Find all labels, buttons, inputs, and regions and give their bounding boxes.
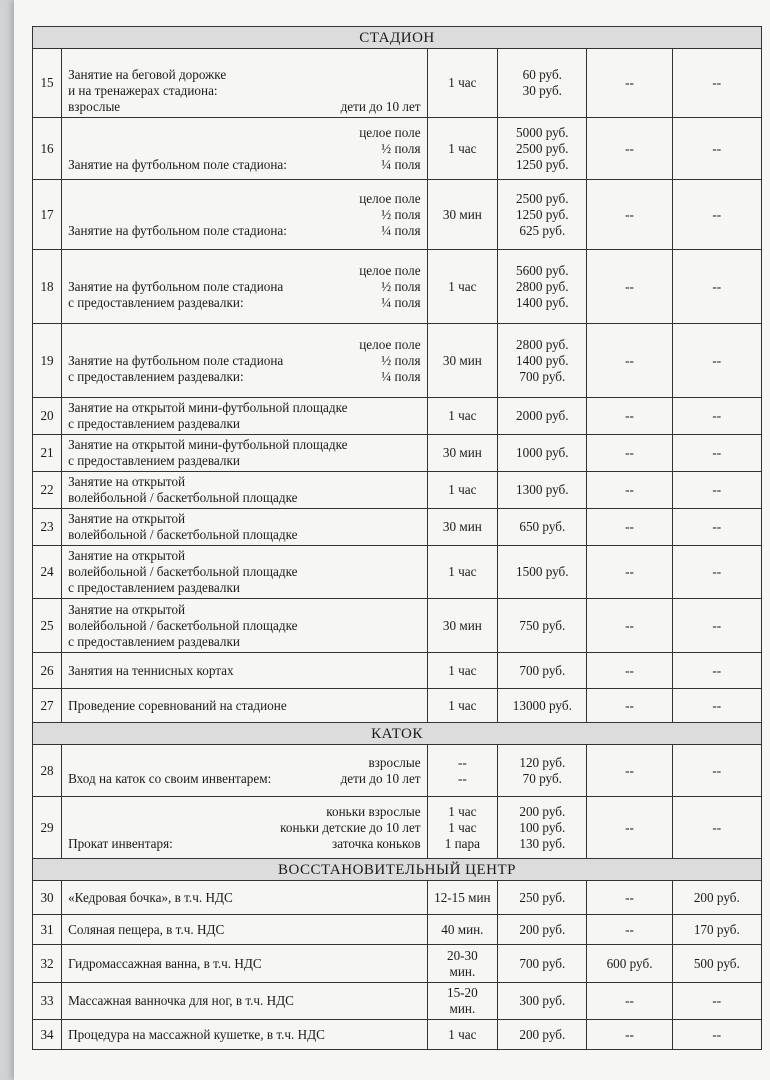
service-name: Занятие на футбольном поле стадиона с предоставлением раздевалки: xyxy=(68,278,284,310)
duration-cell: 12-15 мин xyxy=(427,881,498,915)
service-description xyxy=(62,49,428,118)
service-description xyxy=(62,945,428,983)
service-description xyxy=(62,745,428,797)
row-number: 34 xyxy=(33,1020,62,1050)
row-number: 27 xyxy=(33,689,62,723)
discount-price-cell: -- xyxy=(587,653,672,689)
benefit-price-cell: -- xyxy=(672,797,761,859)
service-variants: дети до 10 лет xyxy=(340,99,421,114)
duration-cell: 15-20 мин. xyxy=(427,983,498,1020)
duration-cell: 1 час 1 час 1 пара xyxy=(427,797,498,859)
table-row xyxy=(33,49,762,118)
duration-cell: 30 мин xyxy=(427,509,498,546)
price-cell: 700 руб. xyxy=(498,945,587,983)
row-number: 16 xyxy=(33,118,62,180)
row-number: 15 xyxy=(33,49,62,118)
benefit-price-cell: -- xyxy=(672,546,761,599)
service-name: Занятие на открытой волейбольной / баскетбольной площадке xyxy=(68,511,298,542)
price-cell: 2500 руб. 1250 руб. 625 руб. xyxy=(498,180,587,250)
duration-cell: 30 мин xyxy=(427,435,498,472)
price-cell: 200 руб. xyxy=(498,1020,587,1050)
table-row xyxy=(33,599,762,653)
table-row xyxy=(33,689,762,723)
service-name: «Кедровая бочка», в т.ч. НДС xyxy=(68,889,233,905)
benefit-price-cell: -- xyxy=(672,653,761,689)
table-row xyxy=(33,797,762,859)
row-number: 23 xyxy=(33,509,62,546)
service-name: Занятие на футбольном поле стадиона: xyxy=(68,156,287,172)
section-title: ВОССТАНОВИТЕЛЬНЫЙ ЦЕНТР xyxy=(33,859,762,881)
service-description xyxy=(62,250,428,324)
benefit-price-cell: 500 руб. xyxy=(672,945,761,983)
price-cell: 2000 руб. xyxy=(498,398,587,435)
service-description xyxy=(62,509,428,546)
service-name: Занятие на открытой волейбольной / баскетбольной площадке с предоставлением раздевалки xyxy=(68,548,298,595)
service-description xyxy=(62,653,428,689)
document-page xyxy=(14,0,770,1080)
duration-cell: 20-30 мин. xyxy=(427,945,498,983)
duration-cell: 1 час xyxy=(427,49,498,118)
benefit-price-cell: -- xyxy=(672,435,761,472)
row-number: 26 xyxy=(33,653,62,689)
benefit-price-cell: -- xyxy=(672,689,761,723)
duration-cell: -- -- xyxy=(427,745,498,797)
row-number: 31 xyxy=(33,915,62,945)
service-description xyxy=(62,1020,428,1050)
service-name: Занятие на беговой дорожке и на тренажерах стадиона: взрослые xyxy=(68,67,227,114)
service-description xyxy=(62,398,428,435)
service-description xyxy=(62,881,428,915)
row-number: 18 xyxy=(33,250,62,324)
duration-cell: 1 час xyxy=(427,653,498,689)
service-description xyxy=(62,546,428,599)
service-variants: коньки взрослые коньки детские до 10 лет заточка коньков xyxy=(280,803,421,851)
price-cell: 1500 руб. xyxy=(498,546,587,599)
service-name: Занятие на открытой мини-футбольной площадке с предоставлением раздевалки xyxy=(68,400,348,431)
service-name: Гидромассажная ванна, в т.ч. НДС xyxy=(68,955,262,971)
price-cell: 650 руб. xyxy=(498,509,587,546)
duration-cell: 1 час xyxy=(427,250,498,324)
price-table xyxy=(32,26,762,1050)
service-name: Прокат инвентаря: xyxy=(68,835,173,851)
service-name: Занятие на открытой волейбольной / баскетбольной площадке с предоставлением раздевалки xyxy=(68,601,298,649)
service-description xyxy=(62,915,428,945)
table-row xyxy=(33,915,762,945)
benefit-price-cell: -- xyxy=(672,983,761,1020)
benefit-price-cell: -- xyxy=(672,745,761,797)
discount-price-cell: -- xyxy=(587,881,672,915)
discount-price-cell: -- xyxy=(587,745,672,797)
service-name: Вход на каток со своим инвентарем: xyxy=(68,770,272,786)
row-number: 17 xyxy=(33,180,62,250)
duration-cell: 30 мин xyxy=(427,324,498,398)
price-cell: 200 руб. 100 руб. 130 руб. xyxy=(498,797,587,859)
service-variants: целое поле ½ поля ¼ поля xyxy=(359,262,421,310)
row-number: 22 xyxy=(33,472,62,509)
price-cell: 700 руб. xyxy=(498,653,587,689)
discount-price-cell: -- xyxy=(587,398,672,435)
service-description xyxy=(62,324,428,398)
benefit-price-cell: -- xyxy=(672,49,761,118)
price-cell: 5600 руб. 2800 руб. 1400 руб. xyxy=(498,250,587,324)
table-row xyxy=(33,472,762,509)
price-cell: 13000 руб. xyxy=(498,689,587,723)
price-cell: 750 руб. xyxy=(498,599,587,653)
service-variants: целое поле ½ поля ¼ поля xyxy=(359,336,421,384)
discount-price-cell: -- xyxy=(587,180,672,250)
service-description xyxy=(62,983,428,1020)
benefit-price-cell: -- xyxy=(672,599,761,653)
table-row xyxy=(33,398,762,435)
service-name: Занятия на теннисных кортах xyxy=(68,662,234,678)
row-number: 25 xyxy=(33,599,62,653)
price-cell: 2800 руб. 1400 руб. 700 руб. xyxy=(498,324,587,398)
discount-price-cell: -- xyxy=(587,49,672,118)
table-row xyxy=(33,983,762,1020)
row-number: 19 xyxy=(33,324,62,398)
service-variants: взрослые дети до 10 лет xyxy=(340,754,421,786)
table-row xyxy=(33,509,762,546)
row-number: 28 xyxy=(33,745,62,797)
discount-price-cell: -- xyxy=(587,509,672,546)
duration-cell: 30 мин xyxy=(427,180,498,250)
service-description xyxy=(62,180,428,250)
service-description xyxy=(62,689,428,723)
benefit-price-cell: -- xyxy=(672,1020,761,1050)
row-number: 30 xyxy=(33,881,62,915)
duration-cell: 40 мин. xyxy=(427,915,498,945)
price-cell: 60 руб. 30 руб. xyxy=(498,49,587,118)
duration-cell: 1 час xyxy=(427,398,498,435)
duration-cell: 1 час xyxy=(427,1020,498,1050)
table-row xyxy=(33,118,762,180)
duration-cell: 1 час xyxy=(427,546,498,599)
service-name: Процедура на массажной кушетке, в т.ч. НДС xyxy=(68,1026,325,1042)
section-header xyxy=(33,859,762,881)
price-cell: 5000 руб. 2500 руб. 1250 руб. xyxy=(498,118,587,180)
discount-price-cell: -- xyxy=(587,983,672,1020)
discount-price-cell: -- xyxy=(587,1020,672,1050)
price-cell: 1300 руб. xyxy=(498,472,587,509)
table-row xyxy=(33,745,762,797)
duration-cell: 1 час xyxy=(427,472,498,509)
discount-price-cell: -- xyxy=(587,797,672,859)
discount-price-cell: -- xyxy=(587,324,672,398)
service-variants: целое поле ½ поля ¼ поля xyxy=(359,124,421,172)
duration-cell: 30 мин xyxy=(427,599,498,653)
service-variants: целое поле ½ поля ¼ поля xyxy=(359,190,421,238)
section-header xyxy=(33,723,762,745)
table-row xyxy=(33,180,762,250)
table-row xyxy=(33,546,762,599)
benefit-price-cell: -- xyxy=(672,324,761,398)
discount-price-cell: -- xyxy=(587,915,672,945)
service-name: Занятие на футбольном поле стадиона с предоставлением раздевалки: xyxy=(68,352,284,384)
benefit-price-cell: -- xyxy=(672,398,761,435)
discount-price-cell: 600 руб. xyxy=(587,945,672,983)
table-row xyxy=(33,435,762,472)
benefit-price-cell: -- xyxy=(672,472,761,509)
price-cell: 300 руб. xyxy=(498,983,587,1020)
benefit-price-cell: 200 руб. xyxy=(672,881,761,915)
section-title: СТАДИОН xyxy=(33,27,762,49)
price-cell: 120 руб. 70 руб. xyxy=(498,745,587,797)
price-cell: 1000 руб. xyxy=(498,435,587,472)
row-number: 29 xyxy=(33,797,62,859)
benefit-price-cell: -- xyxy=(672,180,761,250)
service-name: Занятие на открытой волейбольной / баскетбольной площадке xyxy=(68,474,298,505)
section-title: КАТОК xyxy=(33,723,762,745)
table-row xyxy=(33,250,762,324)
price-cell: 200 руб. xyxy=(498,915,587,945)
section-header xyxy=(33,27,762,49)
discount-price-cell: -- xyxy=(587,689,672,723)
benefit-price-cell: -- xyxy=(672,250,761,324)
benefit-price-cell: -- xyxy=(672,509,761,546)
service-name: Занятие на открытой мини-футбольной площадке с предоставлением раздевалки xyxy=(68,437,348,468)
discount-price-cell: -- xyxy=(587,250,672,324)
row-number: 32 xyxy=(33,945,62,983)
discount-price-cell: -- xyxy=(587,118,672,180)
table-row xyxy=(33,324,762,398)
service-description xyxy=(62,472,428,509)
table-row xyxy=(33,1020,762,1050)
discount-price-cell: -- xyxy=(587,435,672,472)
service-name: Занятие на футбольном поле стадиона: xyxy=(68,222,287,238)
row-number: 20 xyxy=(33,398,62,435)
benefit-price-cell: 170 руб. xyxy=(672,915,761,945)
row-number: 33 xyxy=(33,983,62,1020)
service-description xyxy=(62,118,428,180)
service-name: Соляная пещера, в т.ч. НДС xyxy=(68,921,225,937)
row-number: 21 xyxy=(33,435,62,472)
service-name: Проведение соревнований на стадионе xyxy=(68,697,287,713)
discount-price-cell: -- xyxy=(587,546,672,599)
price-cell: 250 руб. xyxy=(498,881,587,915)
duration-cell: 1 час xyxy=(427,689,498,723)
table-row xyxy=(33,881,762,915)
table-row xyxy=(33,653,762,689)
benefit-price-cell: -- xyxy=(672,118,761,180)
row-number: 24 xyxy=(33,546,62,599)
service-description xyxy=(62,599,428,653)
service-description xyxy=(62,435,428,472)
service-name: Массажная ванночка для ног, в т.ч. НДС xyxy=(68,993,294,1008)
service-description xyxy=(62,797,428,859)
discount-price-cell: -- xyxy=(587,599,672,653)
discount-price-cell: -- xyxy=(587,472,672,509)
duration-cell: 1 час xyxy=(427,118,498,180)
table-row xyxy=(33,945,762,983)
